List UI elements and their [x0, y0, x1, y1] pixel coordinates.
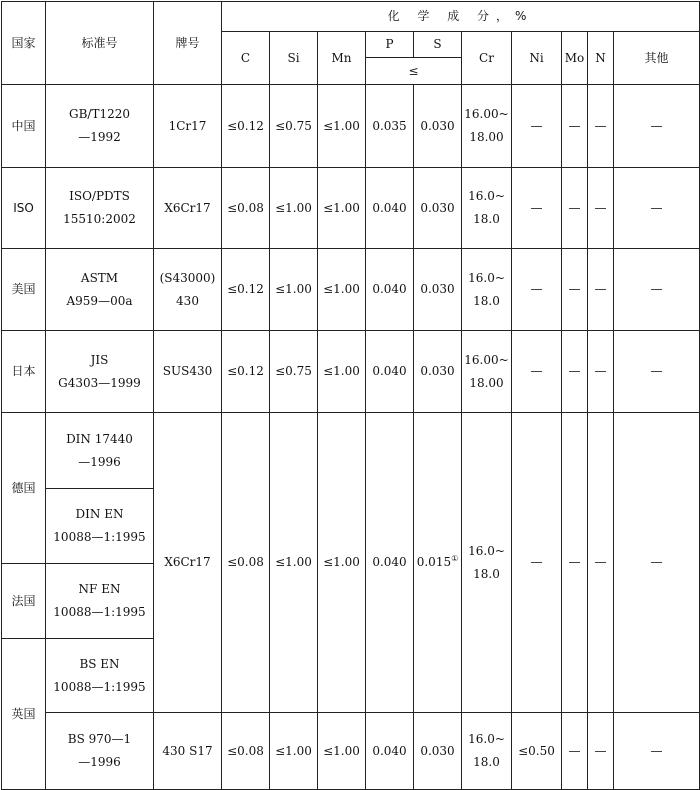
- mn-cell: ≤1.00: [318, 713, 366, 790]
- mn-cell: ≤1.00: [318, 168, 366, 249]
- header-n: N: [588, 32, 614, 85]
- p-cell: 0.040: [366, 413, 414, 713]
- grade-cell: X6Cr17: [154, 168, 222, 249]
- header-p: P: [366, 32, 414, 58]
- c-cell: ≤0.08: [222, 413, 270, 713]
- standard-cell: GB/T1220 —1992: [46, 85, 154, 168]
- mn-cell: ≤1.00: [318, 85, 366, 168]
- s-cell: 0.030: [414, 85, 462, 168]
- other-cell: —: [614, 168, 700, 249]
- grade-cell: 430 S17: [154, 713, 222, 790]
- header-other: 其他: [614, 32, 700, 85]
- standard-cell: DIN 17440 —1996: [46, 413, 154, 489]
- p-cell: 0.040: [366, 331, 414, 413]
- standard-cell: NF EN 10088—1:1995: [46, 564, 154, 639]
- header-mn: Mn: [318, 32, 366, 85]
- header-c: C: [222, 32, 270, 85]
- si-cell: ≤0.75: [270, 85, 318, 168]
- ni-cell: —: [512, 413, 562, 713]
- standard-cell: ISO/PDTS 15510:2002: [46, 168, 154, 249]
- header-s: S: [414, 32, 462, 58]
- mo-cell: —: [562, 249, 588, 331]
- p-cell: 0.040: [366, 249, 414, 331]
- cr-cell: 16.00~ 18.00: [462, 331, 512, 413]
- header-mo: Mo: [562, 32, 588, 85]
- row-germany-din17440: [2, 413, 700, 489]
- mo-cell: —: [562, 168, 588, 249]
- header-composition: 化 学 成 分，%: [222, 2, 700, 32]
- mo-cell: —: [562, 331, 588, 413]
- ni-cell: —: [512, 85, 562, 168]
- row-usa: [2, 249, 700, 331]
- steel-composition-table: [1, 1, 700, 790]
- mn-cell: ≤1.00: [318, 331, 366, 413]
- header-si: Si: [270, 32, 318, 85]
- p-cell: 0.040: [366, 168, 414, 249]
- country-cell-france: 法国: [2, 564, 46, 639]
- header-row-1: [2, 2, 700, 32]
- grade-cell: (S43000) 430: [154, 249, 222, 331]
- si-cell: ≤1.00: [270, 713, 318, 790]
- c-cell: ≤0.08: [222, 168, 270, 249]
- other-cell: —: [614, 713, 700, 790]
- ni-cell: —: [512, 168, 562, 249]
- s-cell: 0.030: [414, 713, 462, 790]
- n-cell: —: [588, 413, 614, 713]
- standard-cell: JIS G4303—1999: [46, 331, 154, 413]
- n-cell: —: [588, 249, 614, 331]
- standard-cell: DIN EN 10088—1:1995: [46, 489, 154, 564]
- cr-cell: 16.00~ 18.00: [462, 85, 512, 168]
- s-cell: [414, 413, 462, 713]
- standard-cell: ASTM A959—00a: [46, 249, 154, 331]
- n-cell: —: [588, 85, 614, 168]
- c-cell: ≤0.12: [222, 85, 270, 168]
- country-cell: 日本: [2, 331, 46, 413]
- header-ni: Ni: [512, 32, 562, 85]
- country-cell-germany: 德国: [2, 413, 46, 564]
- mo-cell: —: [562, 413, 588, 713]
- country-cell-uk: 英国: [2, 639, 46, 790]
- c-cell: ≤0.12: [222, 249, 270, 331]
- standard-cell: BS 970—1 —1996: [46, 713, 154, 790]
- footnote-marker: ①: [451, 554, 459, 563]
- grade-cell: X6Cr17: [154, 413, 222, 713]
- ni-cell: ≤0.50: [512, 713, 562, 790]
- other-cell: —: [614, 331, 700, 413]
- si-cell: ≤1.00: [270, 249, 318, 331]
- grade-cell: 1Cr17: [154, 85, 222, 168]
- header-country: 国家: [2, 2, 46, 85]
- header-grade: 牌号: [154, 2, 222, 85]
- s-cell: 0.030: [414, 168, 462, 249]
- cr-cell: 16.0~ 18.0: [462, 713, 512, 790]
- si-cell: ≤0.75: [270, 331, 318, 413]
- row-china: [2, 85, 700, 168]
- s-cell: 0.030: [414, 249, 462, 331]
- header-cr: Cr: [462, 32, 512, 85]
- si-cell: ≤1.00: [270, 413, 318, 713]
- country-cell: 中国: [2, 85, 46, 168]
- n-cell: —: [588, 331, 614, 413]
- cr-cell: 16.0~ 18.0: [462, 413, 512, 713]
- country-cell: 美国: [2, 249, 46, 331]
- ni-cell: —: [512, 331, 562, 413]
- row-japan: [2, 331, 700, 413]
- c-cell: ≤0.12: [222, 331, 270, 413]
- mn-cell: ≤1.00: [318, 413, 366, 713]
- ni-cell: —: [512, 249, 562, 331]
- header-standard: 标准号: [46, 2, 154, 85]
- p-cell: 0.035: [366, 85, 414, 168]
- n-cell: —: [588, 713, 614, 790]
- mo-cell: —: [562, 85, 588, 168]
- header-ps-max: ≤: [366, 58, 462, 85]
- row-iso: [2, 168, 700, 249]
- cr-cell: 16.0~ 18.0: [462, 249, 512, 331]
- standard-cell: BS EN 10088—1:1995: [46, 639, 154, 713]
- mo-cell: —: [562, 713, 588, 790]
- n-cell: —: [588, 168, 614, 249]
- c-cell: ≤0.08: [222, 713, 270, 790]
- mn-cell: ≤1.00: [318, 249, 366, 331]
- other-cell: —: [614, 413, 700, 713]
- other-cell: —: [614, 249, 700, 331]
- other-cell: —: [614, 85, 700, 168]
- p-cell: 0.040: [366, 713, 414, 790]
- cr-cell: 16.0~ 18.0: [462, 168, 512, 249]
- si-cell: ≤1.00: [270, 168, 318, 249]
- country-cell: ISO: [2, 168, 46, 249]
- s-cell: 0.030: [414, 331, 462, 413]
- grade-cell: SUS430: [154, 331, 222, 413]
- s-value: 0.015: [416, 555, 452, 569]
- row-uk-bs970: [2, 713, 700, 790]
